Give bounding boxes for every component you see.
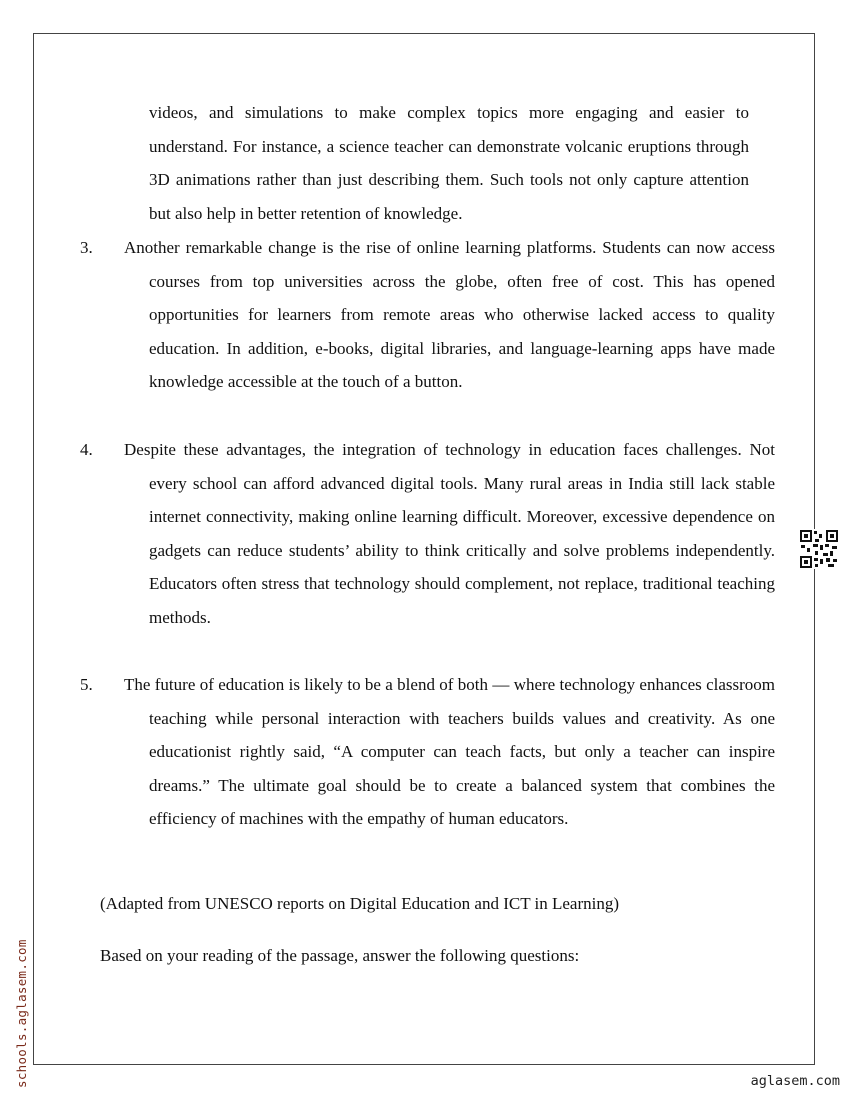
item-text: Another remarkable change is the rise of online learning platforms. Students can now access courses from top universities across the globe, often free of cost. This has opened opportunities for learners from remote areas who otherwise lacked access to quality education. In addition, e-books, digital libraries, and language-learning apps have made knowledge accessible at the touch of a button. bbox=[124, 238, 775, 392]
item-number: 5. bbox=[80, 675, 93, 694]
item-text: The future of education is likely to be a blend of both — where technology enhances classroom teaching while personal interaction with teachers builds values and creativity. As one educationist rightly said, “A computer can teach facts, but only a teacher can inspire dreams.” The ultimate goal should be to create a balanced system that combines the efficiency of machines with the empathy of human educators. bbox=[124, 675, 775, 829]
item-text: Despite these advantages, the integration of technology in education faces challenges. Not every school can afford advanced digital tools. Many rural areas in India still lack stable internet connectivity, making online learning difficult. Moreover, excessive dependence on gadgets can reduce students’ ability to think critically and solve problems independently. Educators often stress that technology should complement, not replace, traditional teaching methods. bbox=[124, 440, 775, 627]
question-prompt: Based on your reading of the passage, answer the following questions: bbox=[100, 946, 580, 965]
side-watermark-url: schools.aglasem.com bbox=[14, 939, 29, 1088]
qr-code-icon bbox=[799, 529, 839, 569]
source-citation: (Adapted from UNESCO reports on Digital Education and ICT in Learning) bbox=[100, 894, 620, 913]
item-number: 4. bbox=[80, 440, 93, 459]
continuation-paragraph: videos, and simulations to make complex topics more engaging and easier to understand. For instance, a science teacher can demonstrate volcanic eruptions through 3D animations rather than just describing them. Such tools not only capture attention but also help in better retention of knowledge. bbox=[149, 103, 749, 223]
footer-url: aglasem.com bbox=[750, 1073, 840, 1089]
item-number: 3. bbox=[80, 238, 93, 257]
